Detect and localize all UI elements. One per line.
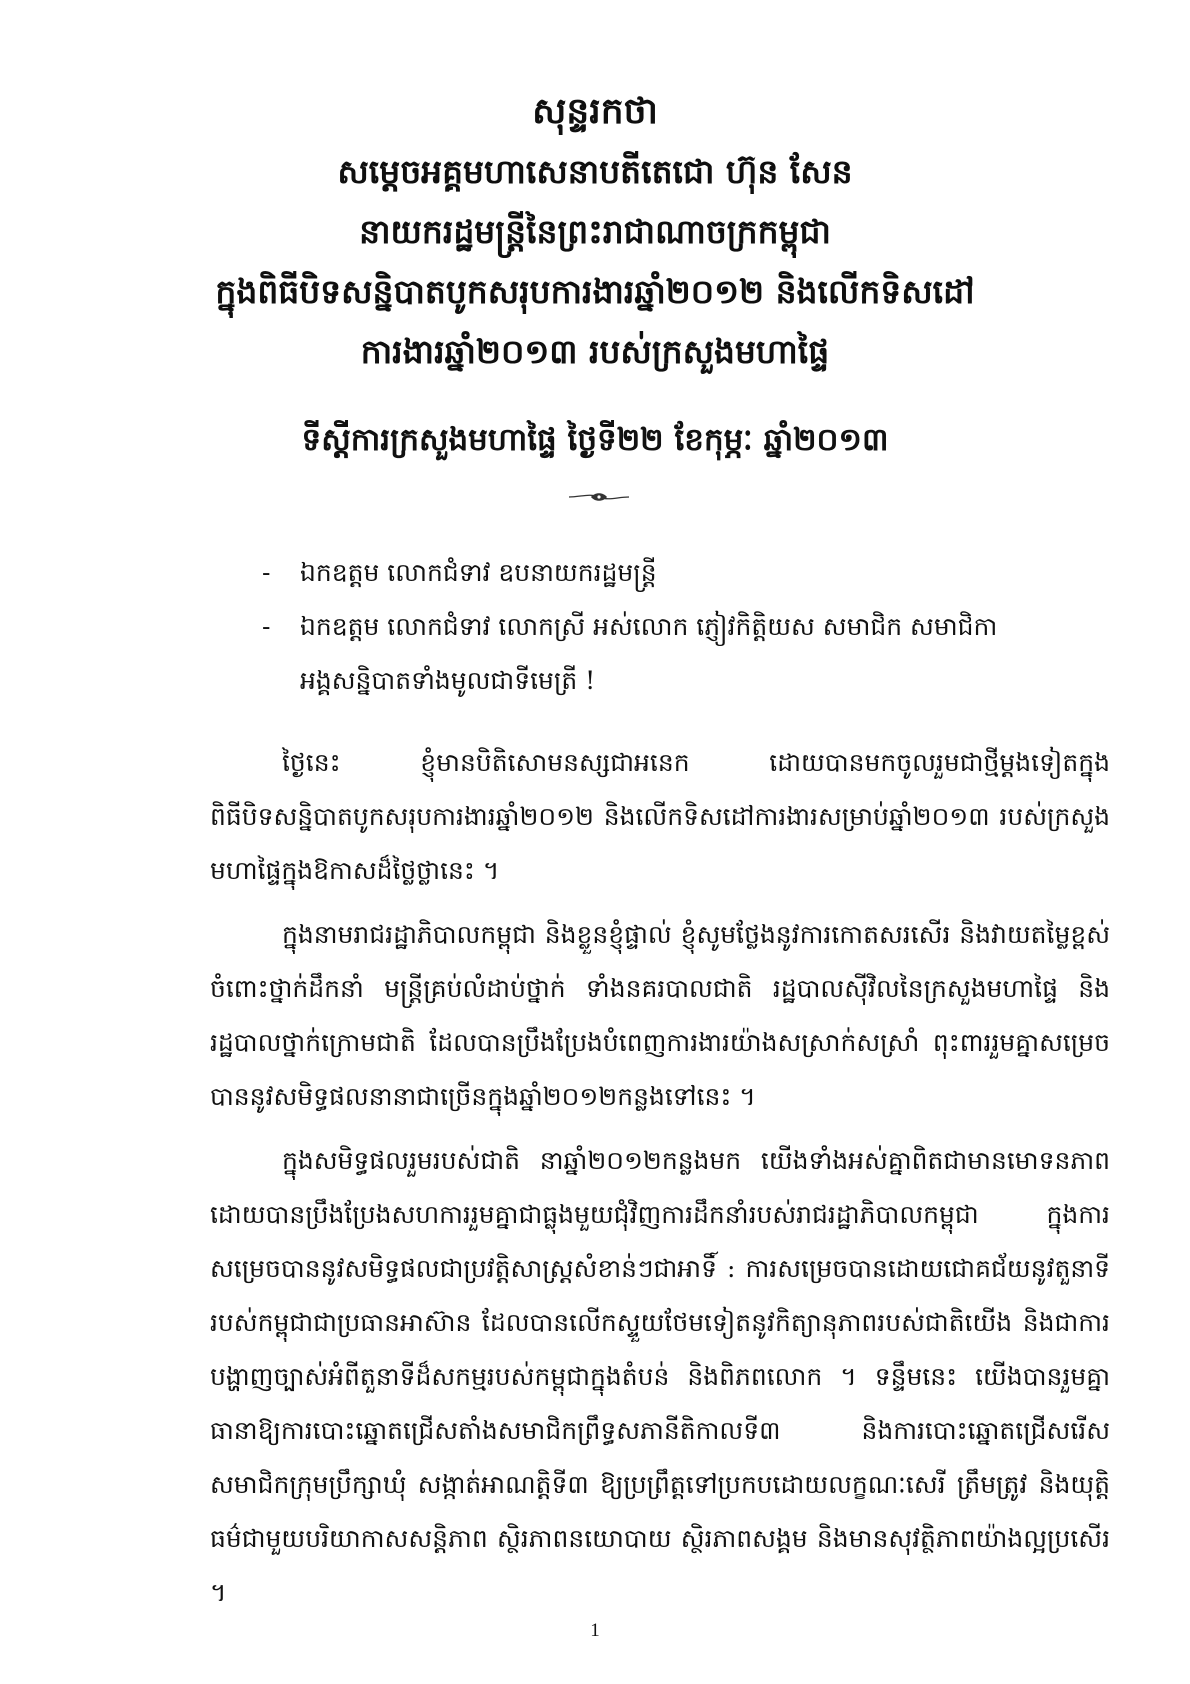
venue-and-date: ទីស្តីការក្រសួងមហាផ្ទៃ ថ្ងៃទី២២ ខែកុម្ភៈ ឆ្នាំ២០១៣ — [301, 422, 889, 458]
speaker-position: នាយករដ្ឋមន្ត្រីនៃព្រះរាជាណាចក្រកម្ពុជា — [359, 212, 831, 251]
body-paragraph: ថ្ងៃនេះ ខ្ញុំមានបិតិសោមនស្សជាអនេក ដោយបានមកចូលរួមជាថ្មីម្តងទៀតក្នុងពិធីបិទសន្និបាតបូកសរុបការងារឆ្នាំ២០១២ និងលើកទិសដៅការងារសម្រាប់ឆ្នាំ២០១៣ របស់ក្រសួងមហាផ្ទៃក្នុងឱកាសដ៏ថ្លៃថ្លានេះ ។ — [210, 748, 1110, 885]
event-title-line-1: ក្នុងពិធីបិទសន្និបាតបូកសរុបការងារឆ្នាំ២០១២ និងលើកទិសដៅ — [215, 272, 975, 311]
salutation-text: ឯកឧត្តម លោកជំទាវ ឧបនាយករដ្ឋមន្ត្រី — [300, 558, 657, 587]
speech-heading — [0, 82, 1190, 382]
salutation-item — [262, 546, 1102, 600]
salutation-item — [262, 600, 1102, 708]
body-paragraph: ក្នុងនាមរាជរដ្ឋាភិបាលកម្ពុជា និងខ្លួនខ្ញុំផ្ទាល់ ខ្ញុំសូមថ្លែងនូវការកោតសរសើរ និងវាយតម្លៃខ្ពស់ចំពោះថ្នាក់ដឹកនាំ មន្ត្រីគ្រប់លំដាប់ថ្នាក់ ទាំងនគរបាលជាតិ រដ្ឋបាលស៊ីវិលនៃក្រសួងមហាផ្ទៃ និងរដ្ឋបាលថ្នាក់ក្រោមជាតិ ដែលបានប្រឹងប្រែងបំពេញការងារយ៉ាងសស្រាក់សស្រាំ ពុះពាររួមគ្នាសម្រេចបាននូវសមិទ្ធផលនានាជាច្រើនក្នុងឆ្នាំ២០១២កន្លងទៅនេះ ។ — [210, 920, 1110, 1111]
body-paragraph: ក្នុងសមិទ្ធផលរួមរបស់ជាតិ នាឆ្នាំ២០១២កន្លងមក យើងទាំងអស់គ្នាពិតជាមានមោទនភាពដោយបានប្រឹងប្រែងសហការរួមគ្នាជាធ្លុងមួយជុំវិញការដឹកនាំរបស់រាជរដ្ឋាភិបាលកម្ពុជា ក្នុងការសម្រេចបាននូវសមិទ្ធផលជាប្រវត្តិសាស្ត្រសំខាន់ៗជាអាទិ៍ : ការសម្រេចបានដោយជោគជ័យនូវតួនាទីរបស់កម្ពុជាជាប្រធានអាស៊ាន ដែលបានលើកស្ទួយថែមទៀតនូវកិត្យានុភាពរបស់ជាតិយើង និងជាការបង្ហាញច្បាស់អំពីតួនាទីដ៏សកម្មរបស់កម្ពុជាក្នុងតំបន់ និងពិភពលោក ។ ទន្ទឹមនេះ យើងបានរួមគ្នាធានាឱ្យការបោះឆ្នោតជ្រើសតាំងសមាជិកព្រឹទ្ធសភានីតិកាលទី៣ និងការបោះឆ្នោតជ្រើសរើសសមាជិកក្រុមប្រឹក្សាឃុំ សង្កាត់អាណត្តិទី៣ ឱ្យប្រព្រឹត្តទៅប្រកបដោយលក្ខណៈសេរី ត្រឹមត្រូវ និងយុត្តិធម៌ជាមួយបរិយាកាសសន្តិភាព ស្ថិរភាពនយោបាយ ស្ថិរភាពសង្គម និងមានសុវត្ថិភាពយ៉ាងល្អប្រសើរ ។ — [210, 1146, 1110, 1607]
speech-title: សុន្ទរកថា — [532, 91, 658, 132]
speech-body — [210, 736, 1110, 1630]
page-number: 1 — [590, 1620, 600, 1641]
salutation-continuation: អង្គសន្និបាតទាំងមូលជាទីមេត្រី ! — [300, 666, 596, 695]
speaker-name: សម្តេចអគ្គមហាសេនាបតីតេជោ ហ៊ុន សែន — [337, 152, 853, 191]
ornament-divider-icon — [567, 490, 631, 504]
salutation-text: ឯកឧត្តម លោកជំទាវ លោកស្រី អស់លោក ភ្ញៀវកិត្តិយស សមាជិក សមាជិកា — [300, 612, 998, 641]
salutation-dash: - — [262, 558, 271, 587]
salutation-list — [262, 546, 1102, 708]
event-title-line-2: ការងារឆ្នាំ២០១៣ របស់ក្រសួងមហាផ្ទៃ — [360, 332, 830, 371]
salutation-dash: - — [262, 612, 271, 641]
